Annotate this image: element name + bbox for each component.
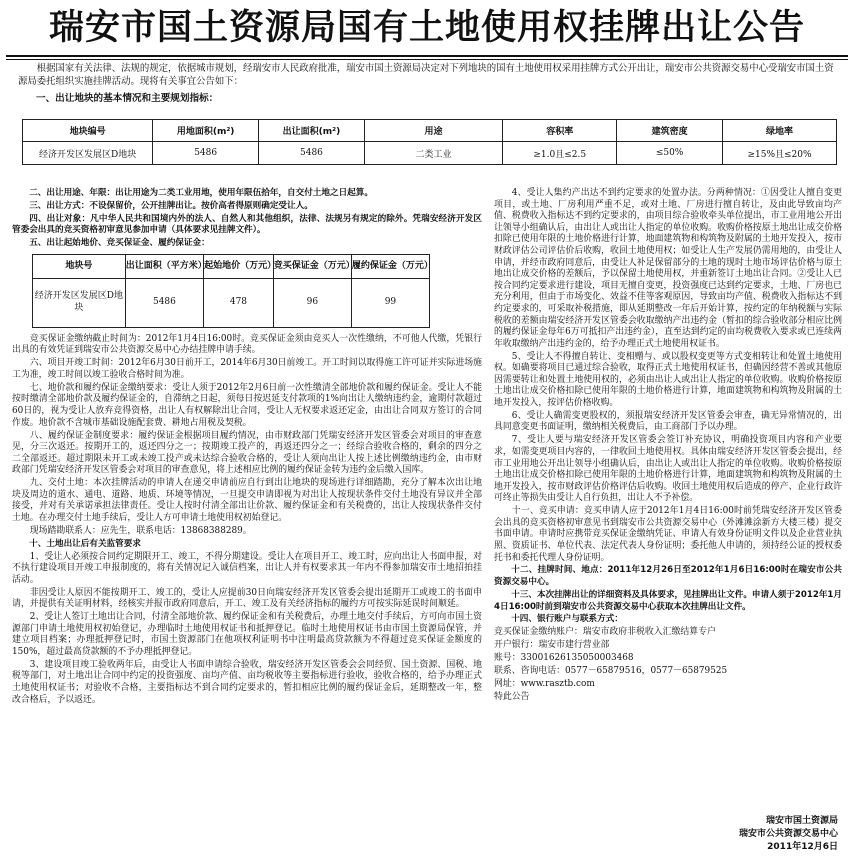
table-header: 出让面积(m²) bbox=[259, 120, 365, 142]
section1-heading: 一、出让地块的基本情况和主要规划指标： bbox=[36, 93, 219, 104]
section10-item7: 7、受让人要与瑞安经济开发区管委会签订补充协议，明确投资项目内容和产业要求，如需变更项目内容的，一律收回土地使用权。具体由瑞安经济开发区管委会提出，经市工业用地公开出让领导小组确认后，由出让人或出让人指定的单位收购。收购价格按原土地出让成交价格扣除已使用年限的土地价格进行计算，地面建筑物和构筑物及附属的土地开发投入，按市财政评估价格评估后收购。收回土地使用权后造成的停产、企业行政许可终止等损失由受让人自行负担，出让人不予补偿。 bbox=[494, 435, 842, 504]
table-header: 竞买保证金（万元） bbox=[273, 254, 351, 278]
section2: 二、出让用途、年限：出让用途为二类工业用地，使用年限伍拾年，自交付土地之日起算。 bbox=[29, 188, 373, 198]
table-row bbox=[23, 142, 837, 165]
table-header: 起始地价（万元） bbox=[204, 254, 274, 278]
table-header: 地块号 bbox=[33, 254, 126, 278]
table-header-row bbox=[23, 120, 837, 142]
issue-date: 2011年12月6日 bbox=[767, 842, 838, 852]
table-cell: 5486 bbox=[153, 142, 259, 165]
section5-heading: 五、出让起始地价、竞买保证金、履约保证金： bbox=[29, 238, 210, 249]
table-cell: ≥1.0且≤2.5 bbox=[503, 142, 617, 165]
section9: 九、交付土地：本次挂牌活动的申请人在递交申请前应自行到出让地块的现场进行详细踏勘，充分了解本次出让地块及周边的道水、通电、道路、地质、环境等情况，一旦提交申请即视为对出让人按现状条件交付土地没有异议并全部接受，并对有关承诺承担法律责任。受让人按时付清全部出让价款、履约保证金和有关税费的，出让人按现状条件交付土地。在办理交付土地手续后，受让人方可申请土地使用权初始登记。 bbox=[12, 478, 482, 523]
section10-item3: 3、建设项目竣工验收两年后，由受让人书面申请综合验收，瑞安经济开发区管委会会同经贸、国土资源、国税、地税等部门，对土地出让合同中约定的投资强度、亩均产值、亩均税收等主要指标进行验收，验收合格的，给予办理正式土地使用权证书；对验收不合格，主要指标达不到合同约定要求的，暂扣相应比例的履约保证金后，延期整改一年，整改合格后，予以返还。 bbox=[12, 659, 482, 705]
issuer-name: 瑞安市公共资源交易中心 bbox=[738, 829, 838, 839]
table-cell: 99 bbox=[351, 278, 429, 327]
closing-phrase: 特此公告 bbox=[494, 691, 530, 702]
table-header: 绿地率 bbox=[723, 120, 837, 142]
parcel-info-table bbox=[22, 119, 837, 165]
table-cell: ≤50% bbox=[617, 142, 723, 165]
section10-item2: 2、受让人签订土地出让合同，付清全部地价款、履约保证金和有关税费后，办理土地交付手续后，方可向市国土资源部门申请土地使用权初始登记，办理临时土地使用权证书和抵押登记。临时土地使用权证书由市国土资源局保管，并建立项目档案；办理抵押登记时，市国土资源部门在他项权利证明书中注明最高贷款额为不得超过竞买保证金额度的150%，超过最高贷款额的不予办理抵押登记。 bbox=[12, 612, 482, 657]
section13: 十三、本次挂牌出让的详细资料及具体要求，见挂牌出让文件。申请人须于2012年1月4日16:00时前到瑞安市公共资源交易中心获取本次挂牌出让文件。 bbox=[494, 589, 842, 612]
page-title: 瑞安市国土资源局国有土地使用权挂牌出让公告 bbox=[48, 8, 805, 48]
deposit-deadline: 竞买保证金缴纳截止时间为：2012年1月4日16:00时。竞买保证金须由竞买人一次性缴纳，不可他人代缴，凭银行出具的有效凭证到瑞安市公共资源交易中心办结挂牌申请手续。 bbox=[12, 333, 482, 356]
price-deposit-table bbox=[32, 254, 433, 328]
website-link[interactable]: 网址：www.rasztb.com bbox=[494, 678, 595, 689]
site-contact: 现场踏勘联系人：应先生，联系电话：13868388289。 bbox=[29, 525, 252, 536]
bank-account: 竞买保证金缴纳账户：瑞安市政府非税收入汇缴结算专户 bbox=[494, 627, 716, 638]
table-cell: 5486 bbox=[259, 142, 365, 165]
title-rule-thin bbox=[6, 59, 848, 60]
section10-item5: 5、受让人不得擅自转让、变相赠与、或以股权变更等方式变相转让和处置土地使用权。如确要将项目已通过综合验收，取得正式土地使用权证书，但确因经营不善或其他原因需要转让和处置土地使用权的，必须由出让人或出让人指定的单位收购。收购价格按原土地出让成交价格扣除已使用年限的土地价格进行计算，地面建筑物和构筑物及附属的土地开发投入，按评估价格收购。 bbox=[494, 351, 842, 408]
table-header: 出让面积（平方米） bbox=[125, 254, 203, 278]
section6: 六、项目开竣工时间：2012年6月30日前开工，2014年6月30日前竣工。开工时间以取得施工许可证并实际进场施工为准，竣工时间以竣工验收合格时间为准。 bbox=[12, 358, 482, 380]
right-column bbox=[494, 188, 842, 705]
section10-item4: 4、受让人集约产出达不到约定要求的处置办法。分两种情况：①因受让人擅自变更项目，或土地、厂房利用严重不足，或对土地、厂房进行擅自转让，及由此导致亩均产值、税费收入指标达不到约定要求的，由项目综合验收牵头单位提出，市工业用地公开出让领导小组确认后，由出让人或出让人指定的单位收购。收购价格按原土地出让成交价格扣除已使用年限的土地价格进行计算，地面建筑物和构筑物及附属的土地开发投入，按市财政评估公司评估价后收购，收回土地使用权；如受让人生产发展仍需用地的，由受让人申请，并经市政府同意后，由受让人补足保留部分的土地的现时土地市场评估价格与原土地出让成交价格的差额后，予以保留土地使用权，并重新签订土地出让合同。②受让人已按合同约定要求进行建设，项目无擅自变更，投资强度已达到约定要求，土地、厂房也已充分利用，但由于市场变化、效益不佳等客观原因，导致亩均产值、税费收入指标达不到约定要求的，可采取补税措施，即从延期整改一年后开始计算，按约定的年纳税额与实际税收的差额由瑞安经济开发区管委会收取缴纳产出违约金（暂扣的综合验收部分相应比例的履约保证金每年6万可抵扣产出违约金），直至达到约定的亩均税费收入要求或已连续两年收取缴纳产出违约金的，给予办理正式土地使用权证书。 bbox=[494, 188, 842, 349]
table-cell: 二类工业 bbox=[364, 142, 502, 165]
table-cell: 478 bbox=[204, 278, 274, 327]
table-header: 建筑密度 bbox=[617, 120, 723, 142]
issuer-name: 瑞安市国土资源局 bbox=[765, 816, 838, 826]
bank-name: 开户银行：瑞安市建行营业部 bbox=[494, 640, 610, 651]
intro-paragraph: 根据国家有关法律、法规的规定，依据城市规划，经瑞安市人民政府批准，瑞安市国土资源局决定对下列地块的国有土地使用权采用挂牌方式公开出让，瑞安市公共资源交易中心受瑞安市国土资源局委托组织实施挂牌活动。现将有关事宜公告如下： bbox=[18, 63, 834, 87]
table-cell: 经济开发区发展区D地块 bbox=[23, 142, 153, 165]
table-cell: 经济开发区发展区D地块 bbox=[33, 278, 126, 327]
table-header: 用地面积(m²) bbox=[153, 120, 259, 142]
contact-phone: 联系、咨询电话：0577－65879516，0577－65879525 bbox=[494, 666, 728, 677]
table-header: 用途 bbox=[364, 120, 502, 142]
section8: 八、履约保证金制度要求：履约保证金根据项目履约情况，由市财政部门凭瑞安经济开发区管委会对项目的审查意见，分三次返还。按期开工的，返还四分之一；按期竣工投产的，再返还四分之一；经综合验收合格的，剩余的四分之二全部返还。超过期限未开工或未竣工投产或未达综合验收合格的，受让人须向出让人按上述比例缴纳违约金，由市财政部门凭瑞安经济开发区管委会对项目的审查意见，将上述相应比例的履约保证金转为违约金后缴入国库。 bbox=[12, 430, 482, 476]
section11: 十一、竞买申请：竞买申请人应于2012年1月4日16:00时前凭瑞安经济开发区管委会出具的竞买资格初审意见书到瑞安市公共资源交易中心（外滩滩涂新方大楼三楼）提交书面申请。申请时应携带竞买保证金缴纳凭证、申请人有效身份证明文件以及企业营业执照、资质证书、单位代表、法定代表人身份证明；委托他人申请的，须持经公证的授权委托书和委托代理人身份证明。 bbox=[494, 506, 842, 563]
section10-heading: 十、土地出让后有关监管要求 bbox=[29, 538, 141, 549]
signature-block bbox=[739, 815, 838, 854]
title-rule bbox=[6, 55, 848, 57]
table-row bbox=[33, 278, 430, 327]
table-header: 容积率 bbox=[503, 120, 617, 142]
section4: 四、出让对象：凡中华人民共和国境内外的法人、自然人和其他组织，法律、法规另有规定的除外。凭瑞安经济开发区管委会出具的竞买资格初审意见参加申请（具体要求见挂牌文件）。 bbox=[12, 213, 482, 236]
section10-item6: 6、受让人确需变更股权的，须报瑞安经济开发区管委会审查，确无异常情况的，出具同意变更书面证明，缴纳相关税费后，由工商部门予以办理。 bbox=[494, 410, 842, 433]
section7: 七、地价款和履约保证金缴纳要求：受让人须于2012年2月6日前一次性缴清全部地价款和履约保证金。受让人不能按时缴清全部地价款及履约保证金的，自滞纳之日起，须每日按迟延支付款项的1%向出让人缴纳违约金，逾期付款超过60日的，视为受让人放弃竞得资格，出让人有权解除出让合同，受让人无权要求返还定金，由出让合同双方签订的合同作废。地价款不含城市基础设施配套费、耕地占用税及契税。 bbox=[12, 382, 482, 428]
section3: 三、出让方式：不设保留价，公开挂牌出让。按价高者得原则确定受让人。 bbox=[29, 200, 313, 211]
table-cell: 5486 bbox=[125, 278, 203, 327]
table-cell: 96 bbox=[273, 278, 351, 327]
section12: 十二、挂牌时间、地点：2011年12月26日至2012年1月6日16:00时在瑞安市公共资源交易中心。 bbox=[494, 565, 842, 588]
section10-item1b: 非因受让人原因不能按期开工、竣工的，受让人应提前30日向瑞安经济开发区管委会提出延期开工或竣工的书面申请，并提供有关证明材料，经核实并报市政府同意后，开工、竣工及有关经济指标的履约方可按实际延误时间顺延。 bbox=[12, 587, 482, 610]
table-header: 履约保证金（万元） bbox=[351, 254, 429, 278]
table-header-row bbox=[33, 254, 430, 278]
table-header: 地块编号 bbox=[23, 120, 153, 142]
left-column bbox=[12, 188, 482, 708]
section14-heading: 十四、银行账户与联系方式： bbox=[511, 614, 623, 625]
section10-item1: 1、受让人必须按合同约定期限开工、竣工，不得分期建设。受让人在项目开工、竣工时，应向出让人书面申报，对不执行建设项目开竣工申报制度的，将有关情况记入诚信档案，出让人并有权要求其一年内不得参加瑞安市土地招拍挂活动。 bbox=[12, 551, 482, 585]
bank-account-number: 账号：33001626135050003468 bbox=[494, 653, 634, 664]
table-cell: ≥15%且≤20% bbox=[723, 142, 837, 165]
